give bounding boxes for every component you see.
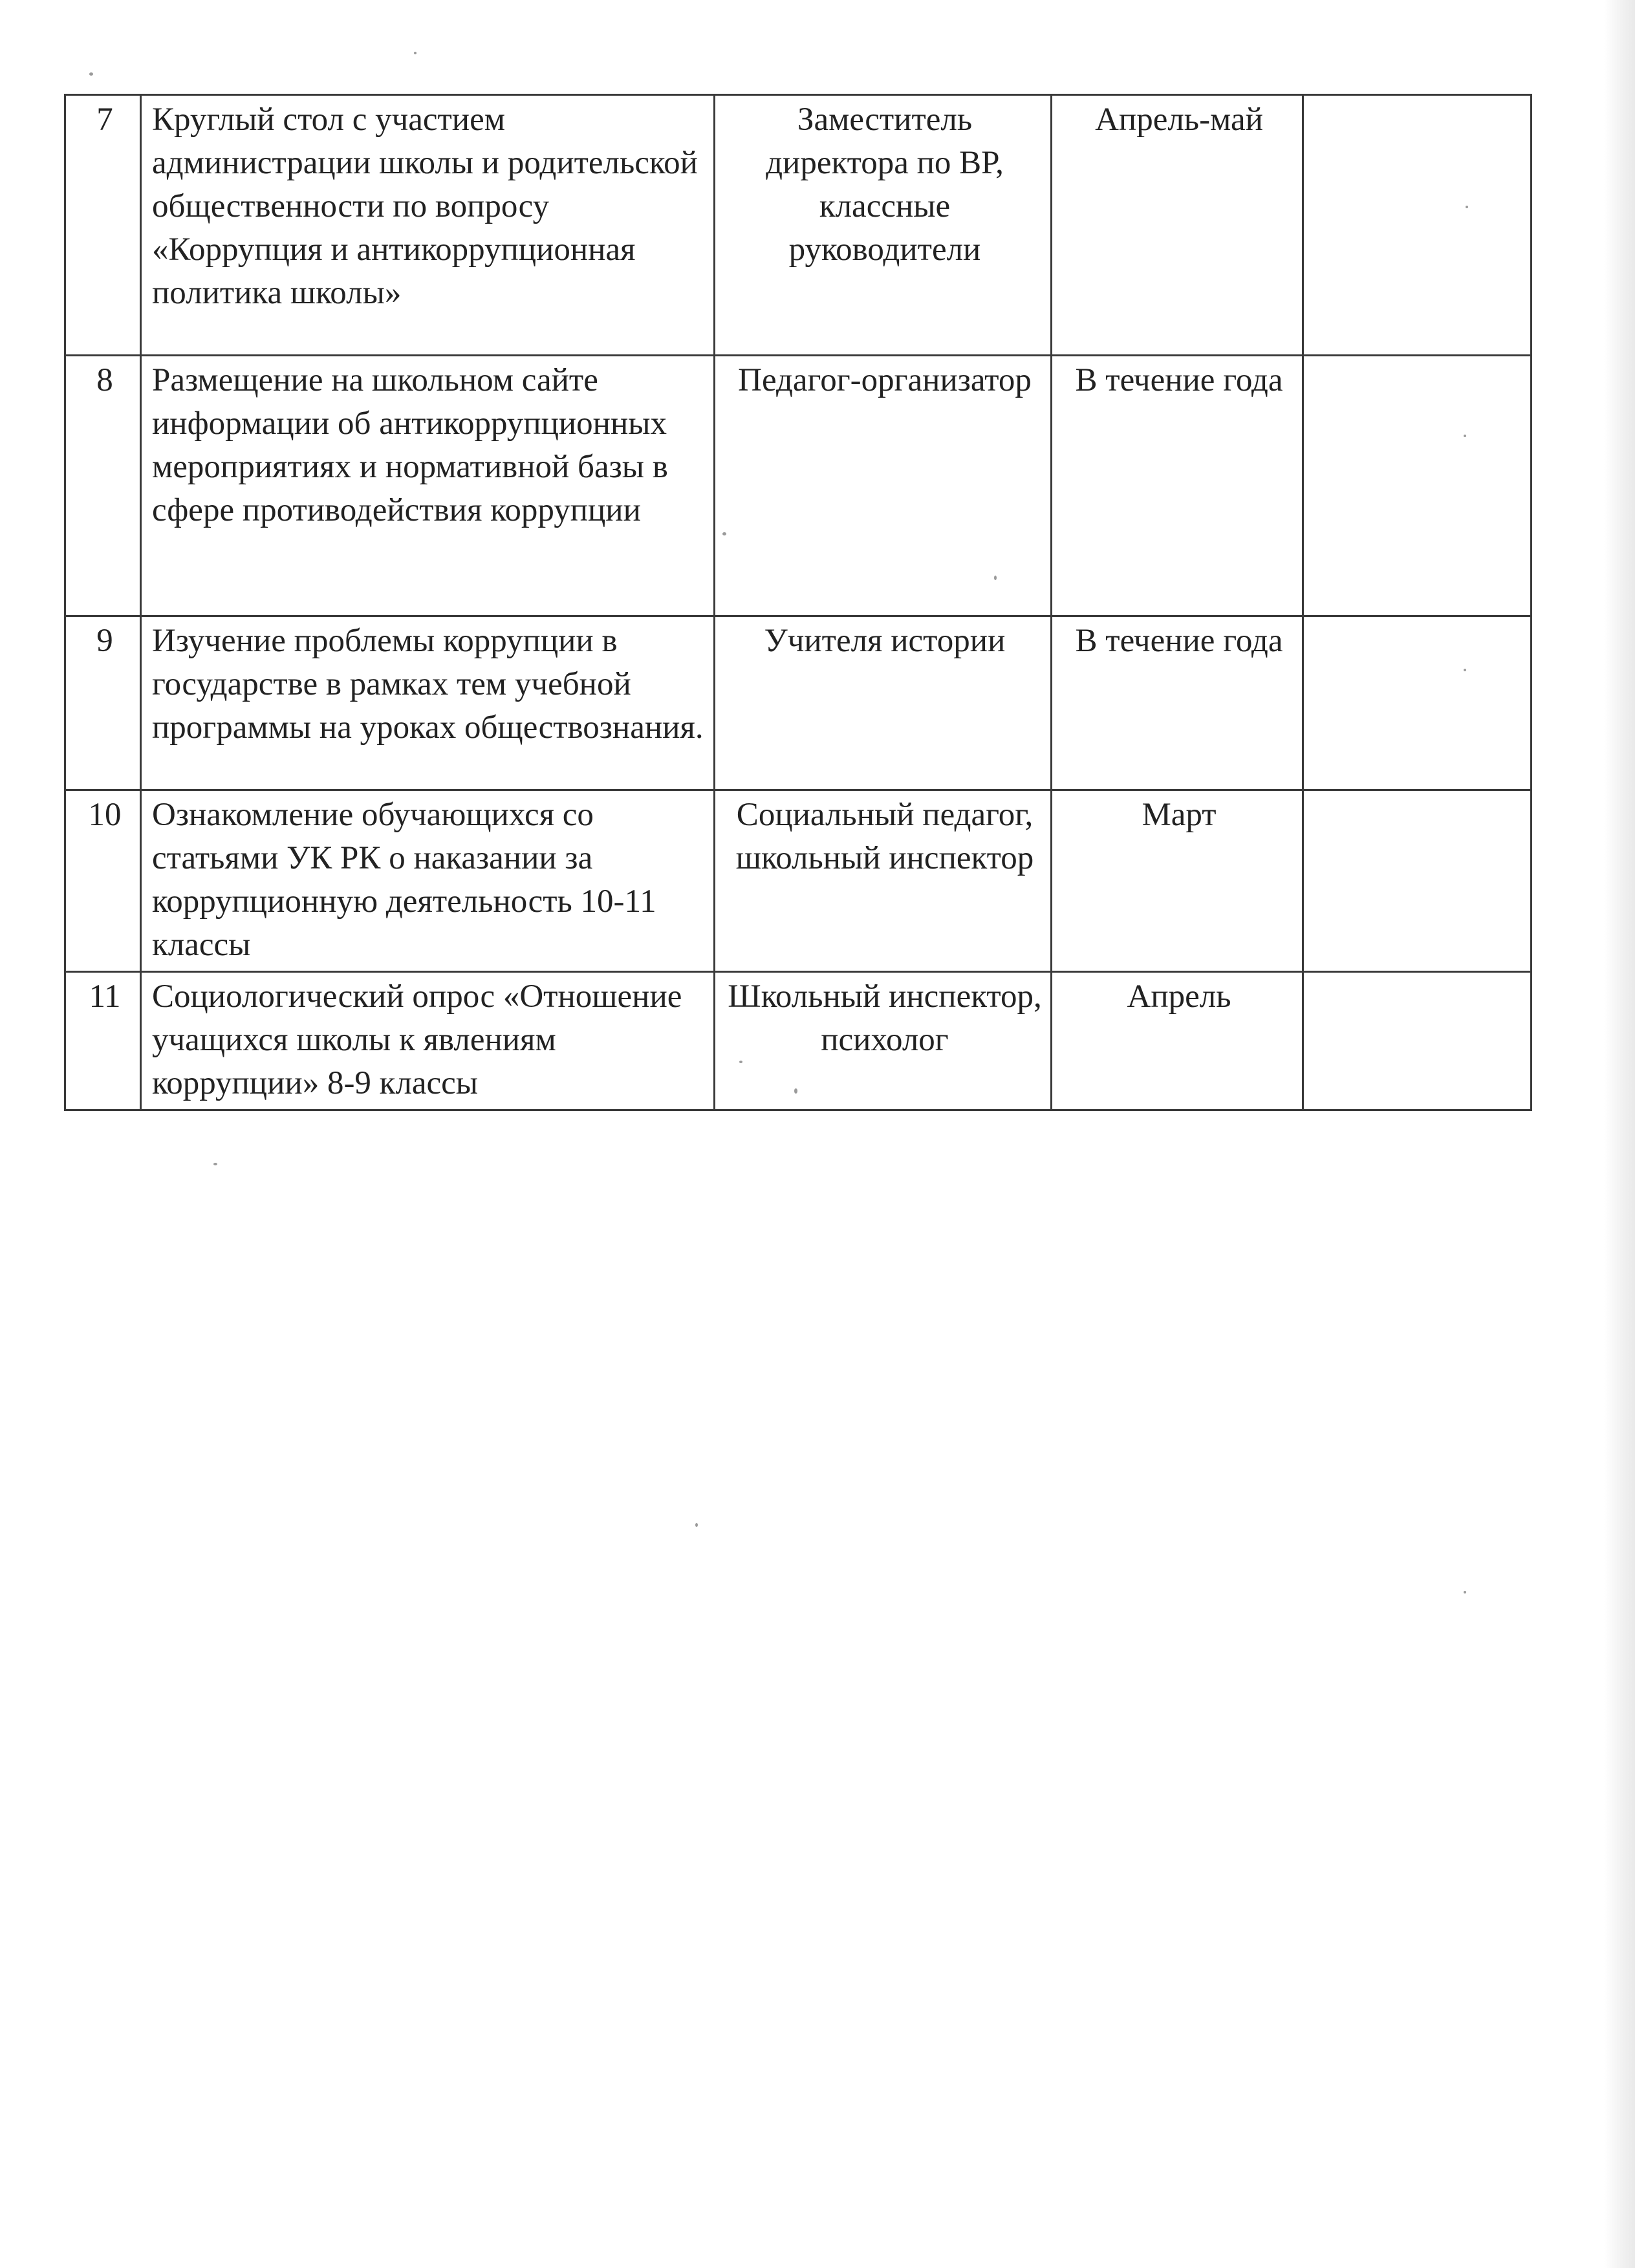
note-cell — [1303, 790, 1532, 972]
events-table — [64, 94, 1532, 1111]
row-number-cell: 8 — [65, 356, 141, 616]
row-number-cell: 11 — [65, 972, 141, 1110]
table-row — [65, 790, 1532, 972]
note-cell — [1303, 972, 1532, 1110]
table-row — [65, 356, 1532, 616]
note-cell — [1303, 356, 1532, 616]
note-cell — [1303, 616, 1532, 790]
scan-speck — [1464, 1591, 1466, 1593]
event-cell: Размещение на школьном сайте информации об антикоррупционных мероприятиях и нормативной базы в сфере противодействия коррупции — [141, 356, 715, 616]
responsible-cell: Педагог-организатор — [715, 356, 1052, 616]
responsible-cell: Школьный инспектор, психолог — [715, 972, 1052, 1110]
deadline-cell: В течение года — [1052, 616, 1303, 790]
deadline-cell: Апрель-май — [1052, 95, 1303, 356]
scan-speck — [89, 72, 93, 76]
event-cell: Социологический опрос «Отношение учащихся школы к явлениям коррупции» 8-9 классы — [141, 972, 715, 1110]
note-cell — [1303, 95, 1532, 356]
table-row — [65, 95, 1532, 356]
table-row — [65, 972, 1532, 1110]
row-number-cell: 10 — [65, 790, 141, 972]
scan-speck — [414, 52, 417, 54]
scan-speck — [213, 1163, 217, 1165]
row-number-cell: 9 — [65, 616, 141, 790]
scan-edge-shadow — [1604, 0, 1635, 2268]
deadline-cell: Март — [1052, 790, 1303, 972]
responsible-cell: Социальный педагог, школьный инспектор — [715, 790, 1052, 972]
deadline-cell: В течение года — [1052, 356, 1303, 616]
event-cell: Изучение проблемы коррупции в государстве в рамках тем учебной программы на уроках обществознания. — [141, 616, 715, 790]
row-number-cell: 7 — [65, 95, 141, 356]
deadline-cell: Апрель — [1052, 972, 1303, 1110]
event-cell: Круглый стол с участием администрации школы и родительской общественности по вопросу «Коррупция и антикоррупционная политика школы» — [141, 95, 715, 356]
responsible-cell: Заместитель директора по ВР, классные руководители — [715, 95, 1052, 356]
event-cell: Ознакомление обучающихся со статьями УК РК о наказании за коррупционную деятельность 10-11 классы — [141, 790, 715, 972]
table-row — [65, 616, 1532, 790]
scan-speck — [695, 1523, 698, 1527]
responsible-cell: Учителя истории — [715, 616, 1052, 790]
